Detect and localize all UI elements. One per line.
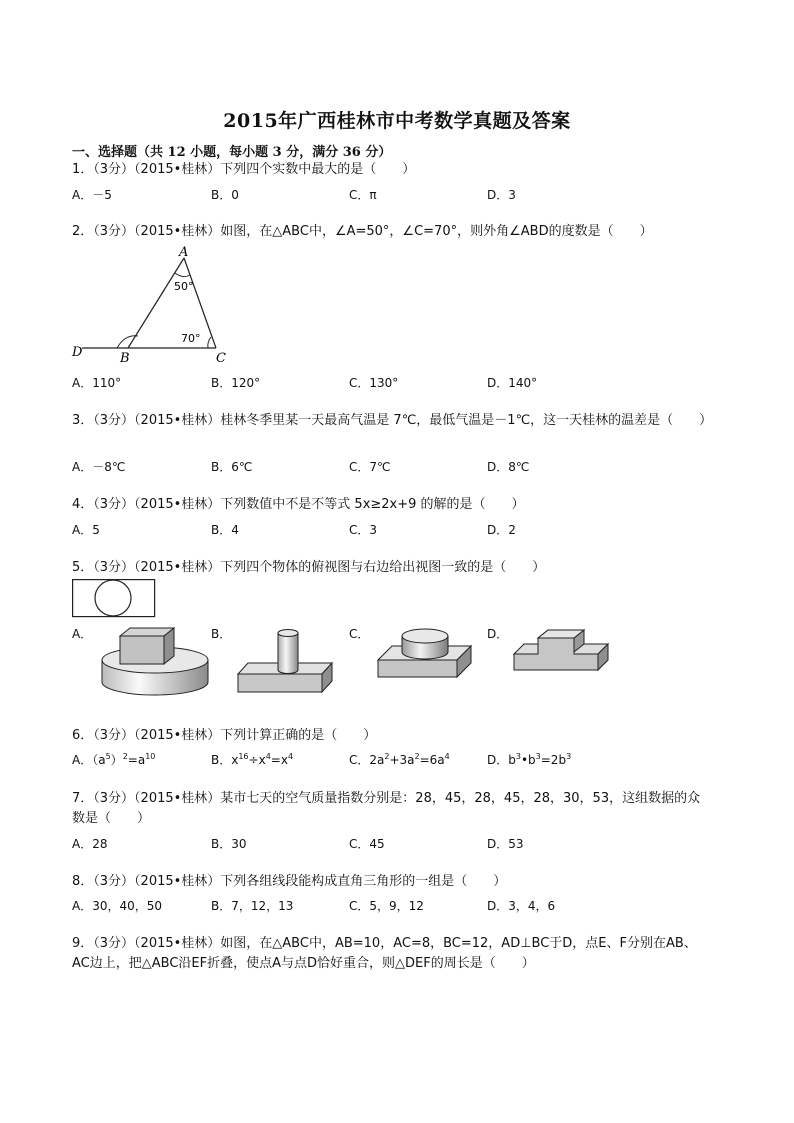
angle-c-label: 70°: [181, 332, 201, 345]
q5-option-c[interactable]: C．: [349, 627, 370, 641]
question-5-stem: 5．（3分）（2015•桂林）下列四个物体的俯视图与右边给出视图一致的是（ ）: [72, 560, 546, 575]
solid-a-figure: [100, 626, 210, 698]
q3-option-b[interactable]: B．6℃: [211, 460, 253, 474]
question-8-stem: 8．（3分）（2015•桂林）下列各组线段能构成直角三角形的一组是（ ）: [72, 874, 507, 889]
solid-c-figure: [376, 626, 474, 688]
q7-option-d[interactable]: D．53: [487, 837, 524, 851]
question-1-stem: 1．（3分）（2015•桂林）下列四个实数中最大的是（ ）: [72, 162, 416, 177]
q7-option-c[interactable]: C．45: [349, 837, 385, 851]
vertex-b-label: B: [120, 351, 130, 366]
q6-option-d[interactable]: D．$b^3•b^3=2b^3$: [487, 752, 572, 767]
q4-option-c[interactable]: C．3: [349, 523, 378, 537]
q3-option-c[interactable]: C．7℃: [349, 460, 391, 474]
q4-option-b[interactable]: B．4: [211, 523, 239, 537]
q3-option-a[interactable]: A．－8℃: [72, 460, 126, 474]
q8-option-c[interactable]: C．5，9，12: [349, 899, 424, 913]
q1-option-c[interactable]: C．π: [349, 188, 377, 202]
q4-option-a[interactable]: A．5: [72, 523, 100, 537]
q8-option-d[interactable]: D．3，4，6: [487, 899, 556, 913]
question-4-stem: 4．（3分）（2015•桂林）下列数值中不是不等式 5x≥2x+9 的解的是（ ）: [72, 497, 525, 512]
solid-b-figure: [236, 628, 336, 694]
q5-option-b[interactable]: B．: [211, 627, 232, 641]
angle-a-label: 50°: [174, 280, 194, 293]
q1-option-d[interactable]: D．3: [487, 188, 516, 202]
page-title: 2015年广西桂林市中考数学真题及答案: [223, 110, 571, 132]
side-ab: [128, 258, 184, 348]
vertex-a-label: A: [179, 245, 189, 260]
q6-option-b[interactable]: B．$x^{16}\div x^4=x^4$: [211, 752, 294, 767]
arc-angle-c: [208, 337, 211, 348]
vertex-d-label: D: [72, 345, 83, 360]
q6-option-a[interactable]: A．$(a^5)^2=a^{10}$: [72, 752, 156, 767]
q8-option-b[interactable]: B．7，12，13: [211, 899, 294, 913]
q5-option-d[interactable]: D．: [487, 627, 509, 641]
q3-option-d[interactable]: D．8℃: [487, 460, 530, 474]
arc-angle-a: [175, 273, 190, 277]
q2-option-c[interactable]: C．130°: [349, 376, 399, 390]
section-heading: 一、选择题（共 12 小题，每小题 3 分，满分 36 分）: [72, 145, 392, 160]
question-6-stem: 6．（3分）（2015•桂林）下列计算正确的是（ ）: [72, 728, 377, 743]
q7-option-a[interactable]: A．28: [72, 837, 108, 851]
solid-d-figure: [512, 628, 612, 678]
q2-option-a[interactable]: A．110°: [72, 376, 122, 390]
q5-option-a[interactable]: A．: [72, 627, 93, 641]
question-2-stem: 2．（3分）（2015•桂林）如图，在△ABC中，∠A=50°，∠C=70°，则外角∠ABD的度数是（ ）: [72, 224, 653, 239]
question-3-stem: 3．（3分）（2015•桂林）桂林冬季里某一天最高气温是 7℃，最低气温是－1℃，这一天桂林的温差是（ ）: [72, 413, 713, 428]
q4-option-d[interactable]: D．2: [487, 523, 516, 537]
q1-option-b[interactable]: B．0: [211, 188, 239, 202]
q2-option-d[interactable]: D．140°: [487, 376, 538, 390]
q8-option-a[interactable]: A．30，40，50: [72, 899, 163, 913]
question-7-stem: 7．（3分）（2015•桂林）某市七天的空气质量指数分别是：28，45，28，45，28，30，53，这组数据的众数是（ ）: [72, 791, 701, 826]
vertex-c-label: C: [216, 351, 226, 366]
top-view-figure: [72, 579, 156, 619]
question-9-stem: 9．（3分）（2015•桂林）如图，在△ABC中，AB=10，AC=8，BC=12，AD⊥BC于D，点E、F分别在AB、AC边上，把△ABC沿EF折叠，使点A与点D恰好重合，则△DEF的周长是（ ）: [72, 936, 697, 971]
q7-option-b[interactable]: B．30: [211, 837, 247, 851]
q2-option-b[interactable]: B．120°: [211, 376, 261, 390]
q6-option-c[interactable]: C．$2a^2+3a^2=6a^4$: [349, 752, 450, 767]
q1-option-a[interactable]: A．－5: [72, 188, 112, 202]
triangle-figure: [70, 246, 240, 366]
